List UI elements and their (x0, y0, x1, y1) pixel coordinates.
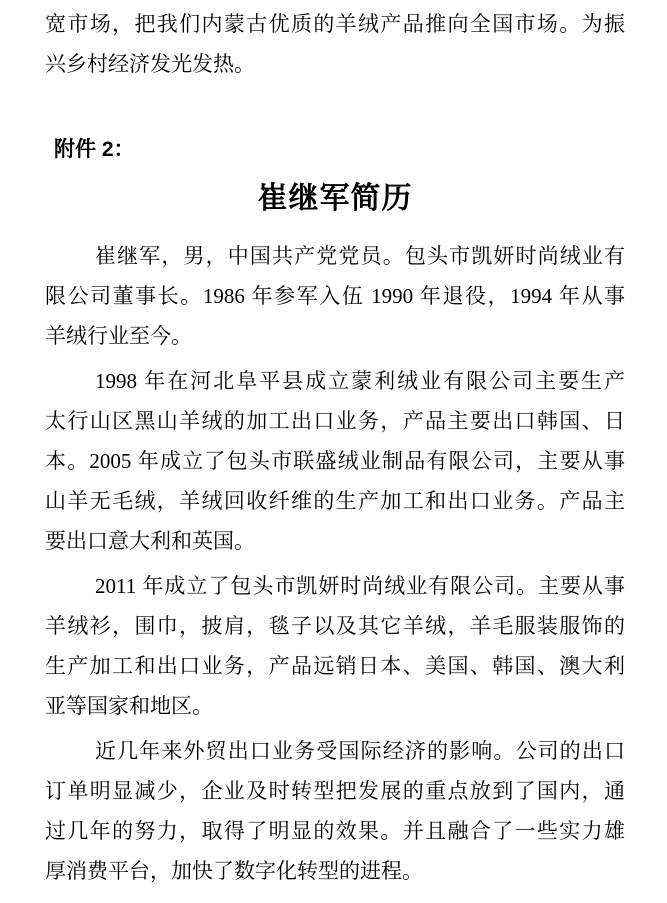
text-line: 过几年的努力，取得了明显的效果。并且融合了一些实力雄 (45, 819, 625, 843)
text-line: 厚消费平台，加快了数字化转型的进程。 (45, 859, 423, 883)
text-line: 羊绒衫，围巾，披肩，毯子以及其它羊绒，羊毛服装服饰的 (45, 614, 625, 638)
text-line: 亚等国家和地区。 (45, 694, 213, 718)
document-body (45, 236, 625, 891)
body-paragraph (45, 731, 625, 891)
text-line: 限公司董事长。1986 年参军入伍 1990 年退役，1994 年从事 (45, 284, 625, 308)
continuation-paragraph (45, 4, 625, 84)
text-line: 近几年来外贸出口业务受国际经济的影响。公司的出口 (95, 739, 625, 763)
document-title: 崔继军简历 (257, 182, 413, 215)
text-line: 要出口意大利和英国。 (45, 529, 255, 553)
text-line: 兴乡村经济发光发热。 (45, 52, 255, 76)
text-line: 订单明显减少，企业及时转型把发展的重点放到了国内，通 (45, 779, 625, 803)
text-line: 2011 年成立了包头市凯妍时尚绒业有限公司。主要从事 (95, 574, 625, 598)
text-line: 生产加工和出口业务，产品远销日本、美国、韩国、澳大利 (45, 654, 625, 678)
body-paragraph (45, 361, 625, 561)
body-paragraph (45, 236, 625, 356)
attachment-label: 附件 2： (54, 138, 135, 161)
text-line: 太行山区黑山羊绒的加工出口业务，产品主要出口韩国、日 (45, 409, 625, 433)
text-line: 宽市场，把我们内蒙古优质的羊绒产品推向全国市场。为振 (45, 12, 625, 36)
text-line: 1998 年在河北阜平县成立蒙利绒业有限公司主要生产 (95, 369, 625, 393)
text-line: 山羊无毛绒，羊绒回收纤维的生产加工和出口业务。产品主 (45, 489, 625, 513)
body-paragraph (45, 566, 625, 726)
text-line: 本。2005 年成立了包头市联盛绒业制品有限公司，主要从事 (45, 449, 625, 473)
text-line: 羊绒行业至今。 (45, 324, 192, 348)
text-line: 崔继军，男，中国共产党党员。包头市凯妍时尚绒业有 (95, 244, 625, 268)
